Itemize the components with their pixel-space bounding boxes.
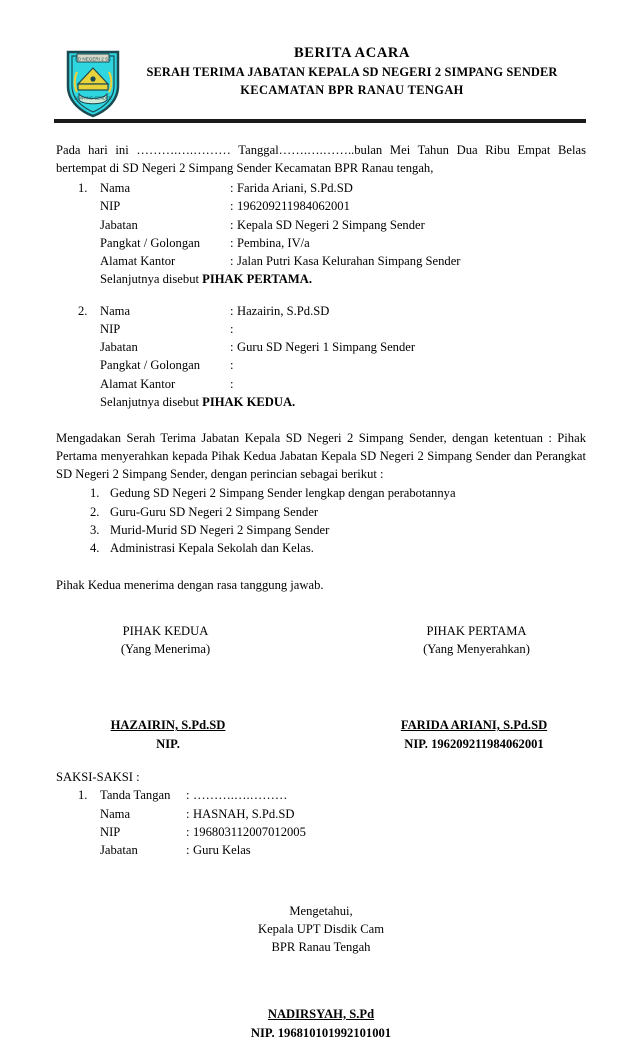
detail-label: Alamat Kantor bbox=[100, 376, 176, 391]
detail-separator: : bbox=[230, 322, 234, 337]
detail-separator: : bbox=[230, 304, 234, 318]
school-crest-emblem-icon bbox=[64, 46, 122, 118]
detail-label: Nama bbox=[100, 304, 131, 318]
signature-name-row bbox=[56, 716, 586, 754]
party-second-footer-prefix: Selanjutnya disebut bbox=[100, 394, 203, 409]
detail-value: Jalan Putri Kasa Kelurahan Simpang Sender bbox=[237, 253, 461, 268]
signature-left-role-note: (Yang Menerima) bbox=[120, 642, 211, 656]
detail-spacer bbox=[78, 338, 100, 356]
witness-row bbox=[78, 823, 586, 841]
detail-row bbox=[78, 179, 586, 197]
approver-line3: BPR Ranau Tengah bbox=[271, 940, 371, 955]
witness-label: NIP bbox=[100, 824, 121, 839]
detail-separator: : bbox=[230, 340, 234, 355]
detail-spacer bbox=[78, 252, 100, 270]
signature-left-name: HAZAIRIN, S.Pd.SD bbox=[110, 718, 226, 733]
signature-right-role-block bbox=[349, 622, 578, 659]
party-second-footer bbox=[100, 393, 586, 411]
svg-text:SIMPANG SENDER: SIMPANG SENDER bbox=[74, 95, 112, 101]
list-item-number: 1. bbox=[90, 486, 100, 501]
witness-separator: : bbox=[186, 824, 190, 839]
detail-value: Kepala SD Negeri 2 Simpang Sender bbox=[237, 217, 425, 232]
document-body bbox=[0, 141, 638, 1043]
detail-value bbox=[237, 375, 586, 393]
detail-value: Hazairin, S.Pd.SD bbox=[237, 304, 330, 318]
witness-row bbox=[78, 805, 586, 823]
list-item-number: 3. bbox=[90, 522, 100, 537]
detail-separator: : bbox=[230, 181, 234, 196]
opening-paragraph: Pada hari ini ……….….……… Tanggal…….….……..bulan Mei Tahun Dua Ribu Empat Belas bertempat di SD Negeri 2 Simpang Sender Kecamatan BPR Ranau tengah, bbox=[56, 143, 586, 176]
list-item bbox=[90, 539, 586, 557]
detail-separator: : bbox=[230, 235, 234, 250]
detail-label: Jabatan bbox=[100, 217, 138, 232]
party-first-block bbox=[78, 179, 586, 288]
detail-separator: : bbox=[230, 358, 234, 373]
detail-spacer bbox=[78, 197, 100, 215]
signature-right-name-block bbox=[348, 716, 578, 754]
party-second-footer-bold: PIHAK KEDUA. bbox=[202, 394, 296, 409]
witness-spacer bbox=[78, 823, 100, 841]
list-item-label: Murid-Murid SD Negeri 2 Simpang Sender bbox=[110, 522, 330, 537]
detail-spacer bbox=[78, 216, 100, 234]
witness-label: Tanda Tangan bbox=[100, 788, 171, 803]
agreement-paragraph: Mengadakan Serah Terima Jabatan Kepala SD Negeri 2 Simpang Sender, dengan ketentuan : Pihak Pertama menyerahkan kepada Pihak Kedua Jabatan Kepala SD Negeri 2 Simpang Sender dan Perangkat SD Negeri 2 Simpang Sender, dengan perincian sebagai berikut : bbox=[56, 430, 586, 481]
witness-value: ……….….……… bbox=[193, 788, 288, 803]
detail-row bbox=[78, 302, 586, 320]
detail-spacer bbox=[78, 356, 100, 374]
approver-nip: NIP. 196810101992101001 bbox=[250, 1025, 392, 1040]
detail-label: Alamat Kantor bbox=[100, 253, 176, 268]
detail-spacer bbox=[78, 234, 100, 252]
signature-role-row bbox=[56, 622, 586, 659]
detail-spacer bbox=[78, 375, 100, 393]
list-item bbox=[90, 484, 586, 502]
signature-right-role: PIHAK PERTAMA bbox=[426, 623, 527, 638]
list-item-label: Guru-Guru SD Negeri 2 Simpang Sender bbox=[110, 504, 319, 519]
list-item-number: 4. bbox=[90, 541, 100, 556]
party-first-number: 1. bbox=[78, 181, 88, 196]
approver-signature-block bbox=[56, 1005, 586, 1043]
list-item-label: Gedung SD Negeri 2 Simpang Sender lengkap dengan perabotannya bbox=[110, 486, 456, 501]
header-divider bbox=[54, 119, 586, 123]
detail-label: NIP bbox=[100, 199, 121, 214]
detail-row bbox=[78, 252, 586, 270]
agreement-item-list bbox=[56, 484, 586, 558]
witness-row bbox=[78, 841, 586, 859]
page-title: BERITA ACARA bbox=[293, 45, 411, 61]
witness-spacer bbox=[78, 805, 100, 823]
list-item-label: Administrasi Kepala Sekolah dan Kelas. bbox=[110, 541, 314, 556]
signature-left-name-block bbox=[64, 716, 348, 754]
witnesses-heading: SAKSI-SAKSI : bbox=[56, 770, 140, 785]
signature-right-nip: NIP. 196209211984062001 bbox=[404, 737, 544, 752]
detail-separator: : bbox=[230, 376, 234, 391]
party-first-footer bbox=[100, 270, 586, 288]
approver-heading-block bbox=[56, 902, 586, 957]
detail-row bbox=[78, 320, 586, 338]
list-item bbox=[90, 503, 586, 521]
witness-separator: : bbox=[186, 843, 190, 858]
detail-label: NIP bbox=[100, 322, 121, 337]
agreement-closing-paragraph: Pihak Kedua menerima dengan rasa tanggung jawab. bbox=[56, 577, 324, 592]
header-title-group bbox=[56, 44, 586, 100]
document-header bbox=[0, 0, 638, 110]
witness-number: 1. bbox=[78, 788, 88, 803]
witness-separator: : bbox=[186, 788, 190, 803]
witness-entry bbox=[78, 786, 586, 860]
detail-row bbox=[78, 216, 586, 234]
signature-left-role-block bbox=[64, 622, 349, 659]
detail-value bbox=[237, 320, 586, 338]
detail-spacer bbox=[78, 320, 100, 338]
witness-value: HASNAH, S.Pd.SD bbox=[193, 806, 295, 821]
detail-value: Pembina, IV/a bbox=[237, 235, 310, 250]
witness-separator: : bbox=[186, 806, 190, 821]
detail-value: Guru SD Negeri 1 Simpang Sender bbox=[237, 340, 416, 355]
signature-right-role-note: (Yang Menyerahkan) bbox=[423, 642, 530, 656]
detail-label: Jabatan bbox=[100, 340, 138, 355]
page-subtitle-line2: KECAMATAN BPR RANAU TENGAH bbox=[240, 82, 464, 97]
detail-value: Farida Ariani, S.Pd.SD bbox=[237, 181, 353, 196]
witness-spacer bbox=[78, 841, 100, 859]
approver-line1: Mengetahui, bbox=[289, 903, 353, 918]
page-subtitle-line1: SERAH TERIMA JABATAN KEPALA SD NEGERI 2 SIMPANG SENDER bbox=[146, 64, 558, 79]
detail-row bbox=[78, 338, 586, 356]
witness-label: Nama bbox=[100, 806, 131, 821]
party-second-block bbox=[78, 302, 586, 411]
detail-value bbox=[237, 356, 586, 374]
signature-left-nip: NIP. bbox=[156, 737, 180, 752]
detail-separator: : bbox=[230, 199, 234, 214]
detail-label: Nama bbox=[100, 181, 131, 196]
witness-value: Guru Kelas bbox=[193, 843, 251, 858]
detail-label: Pangkat / Golongan bbox=[100, 358, 201, 373]
detail-label: Pangkat / Golongan bbox=[100, 235, 201, 250]
detail-row bbox=[78, 356, 586, 374]
detail-row bbox=[78, 375, 586, 393]
signature-left-role: PIHAK KEDUA bbox=[122, 623, 209, 638]
approver-name: NADIRSYAH, S.Pd bbox=[267, 1006, 375, 1021]
party-second-number: 2. bbox=[78, 304, 88, 318]
witness-value: 196803112007012005 bbox=[193, 824, 306, 839]
party-first-footer-prefix: Selanjutnya disebut bbox=[100, 271, 203, 286]
approver-line2: Kepala UPT Disdik Cam bbox=[257, 922, 385, 937]
detail-row bbox=[78, 197, 586, 215]
detail-value: 196209211984062001 bbox=[237, 199, 350, 214]
detail-separator: : bbox=[230, 253, 234, 268]
detail-row bbox=[78, 234, 586, 252]
detail-separator: : bbox=[230, 217, 234, 232]
list-item-number: 2. bbox=[90, 504, 100, 519]
witness-label: Jabatan bbox=[100, 843, 138, 858]
list-item bbox=[90, 521, 586, 539]
signature-right-name: FARIDA ARIANI, S.Pd.SD bbox=[400, 718, 548, 733]
svg-text:SD NEGERI 2 SS: SD NEGERI 2 SS bbox=[74, 56, 112, 62]
party-first-footer-bold: PIHAK PERTAMA. bbox=[202, 271, 313, 286]
witness-row bbox=[78, 786, 586, 804]
